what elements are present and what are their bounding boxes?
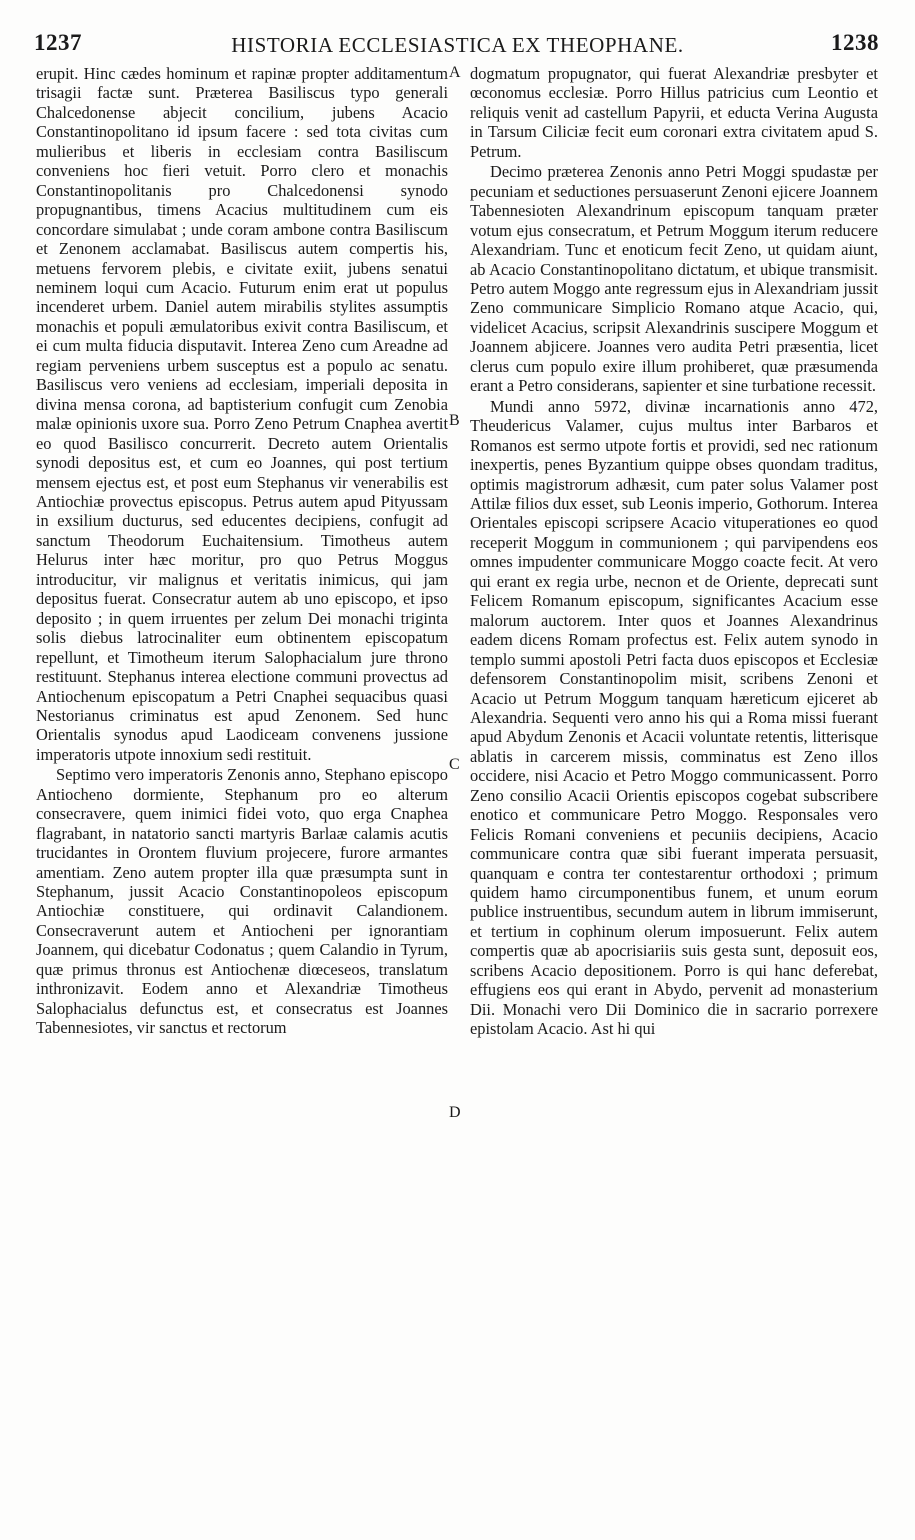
paragraph: Septimo vero imperatoris Zenonis anno, Stephano episcopo Antiocheno dormiente, Stephanum pro eo alterum consecravere, quem inimici fidei voto, quo erga Cnaphea flagrabant, in natatorio sancti martyris Barlaæ calamis acutis trucidantes in Orontem fluvium projecere, furore armantes amentiam. Zeno autem propter illa quæ præsumpta sunt in Stephanum, jussit Acacio Constantinopoleos episcopum Antiochiæ constituere, qui ordinavit Calandionem. Consecraverunt autem et Antiocheni per ignorantiam Joannem, qui dicebatur Codonatus ; quem Calandio in Tyrum, quæ primus thronus est Antiochenæ diœceseos, translatum inthronizavit. Eodem anno et Alexandriæ Timotheus Salophacialus defunctus est, et consecratus est Joannes Tabennesiotes, vir sanctus et rectorum — [36, 765, 448, 1038]
margin-letter-a: A — [449, 64, 461, 81]
right-column — [470, 64, 878, 1039]
left-column — [36, 64, 448, 1038]
margin-letter-c: C — [449, 756, 460, 773]
paragraph: erupit. Hinc cædes hominum et rapinæ propter additamentum trisagii factæ sunt. Præterea Basiliscus typo generali Chalcedonense abjecit concilium, jubens Acacio Constantinopolitano id ipsum facere : sed tota civitas cum mulieribus et liberis in ecclesiam contra Basiliscum conveniens hoc fieri vetuit. Porro clero et monachis Constantinopolitanis pro Chalcedonensi synodo propugnantibus, timens Acacius multitudinem cum eis concordare simulabat ; unde coram ambone contra Basiliscum et Zenonem acclamabat. Basiliscus autem compertis his, metuens fervorem plebis, e civitate exiit, jubens senatui neminem loqui cum Acacio. Futurum enim erat ut populus incenderet urbem. Daniel autem mirabilis stylites assumptis monachis et populi æmulatoribus exivit contra Basiliscum, et ei cum multa fiducia disputavit. Interea Zeno cum Areadne ad regiam perveniens urbem susceptus est a populo ac senatu. Basiliscus vero veniens ad ecclesiam, imperiali deposita in divina mensa corona, ad baptisterium confugit cum Zenobia malæ opinionis uxore sua. Porro Zeno Petrum Cnaphea avertit eo quod Basilisco concurrerit. Decreto autem Orientalis synodi depositus est, et cum eo Joannes, qui post tertium mensem ejectus est, et post eum Stephanus vir venerabilis est Antiochiæ provectus episcopus. Petrus autem apud Pityussam in exsilium ducturus, sed educentes decipiens, confugit ad sanctum Theodorum Euchaitensium. Timotheus autem Helurus inter hæc moritur, pro quo Petrus Moggus introducitur, vir malignus et veritatis inimicus, qui jam depositus fuerat. Consecratur autem ab uno episcopo, et ipso deposito ; in quem irruentes per zelum Dei monachi triginta solis diebus latrocinaliter eum obtinentem episcopatum repellunt, et Timotheum iterum Salophacialum jure throno restituunt. Stephanus interea electione communi provectus ad Antiochenum episcopatum a Petri Cnaphei sequacibus quasi Nestorianus criminatus est apud Zenonem. Sed hunc Orientalis synodus apud Laodiceam convenens jussione imperatoris utpote innoxium sedi restituit. — [36, 64, 448, 764]
paragraph: Mundi anno 5972, divinæ incarnationis anno 472, Theudericus Valamer, cujus multus inter Barbaros et Romanos est sermo utpote fortis et providi, sed nec rationum inexpertis, penes Byzantium quippe obses quondam traditus, optimis magistrorum adhæsit, cum pater solus Valamer post Attilæ filios dux esset, sub Leonis imperio, Gothorum. Interea Orientales episcopi scripsere Acacio vituperationes eo quod receperit Moggum in communionem ; qui parvipendens eos omnes impudenter communicare Moggo coacte fecit. At vero qui erant ex regia urbe, necnon et de Oriente, deprecati sunt Felicem Romanum episcopum, significantes Acacium esse malorum auctorem. Inter quos et Joannes Alexandrinus eadem dicens Romam profectus est. Felix autem synodo in templo summi apostoli Petri facta duos episcopos et Ecclesiæ defensorem Constantinopolim misit, scribens Zenoni et Acacio ut Petrum Moggum tanquam hæreticum ejiceret ab Alexandria. Sequenti vero anno his qui a Roma missi fuerant apud Abydum Zenonis et Acacii voluntate retentis, litterisque ablatis in carcerem missis, comminatus est Zeno illos occidere, nisi Acacio et Petro Moggo communicassent. Porro Zeno consilio Acacii Orientis episcopos cogebat subscribere enotico et communicare Petro Moggo. Responsales vero Felicis Romani conveniens et pecuniis decipiens, Acacio communicare contra quæ sibi fuerant imperata persuasit, quanquam e contra ter contestarentur orthodoxi ; primum quidem hamo circumponentibus funem, et unum eorum publice instruentibus, secundum autem in librum immiserunt, et tertium in cophinum olerum imposuerunt. Felix autem compertis quæ ab apocrisiariis suis gesta sunt, deposuit eos, scribens Acacio depositionem. Porro is qui hanc deferebat, effugiens eos qui erant in Abydo, pervenit ad monasterium Dii. Monachi vero Dii Dominico die in sacrario porrexere epistolam Acacio. Ast hi qui — [470, 396, 878, 1039]
page-number-left: 1237 — [34, 30, 82, 55]
running-title: HISTORIA ECCLESIASTICA EX THEOPHANE. — [231, 33, 684, 57]
paragraph: dogmatum propugnator, qui fuerat Alexandriæ presbyter et œconomus ecclesiæ. Porro Hillus patricius cum Leontio et reliquis venit ad castellum Papyrii, et educta Verina Augusta in Tarsum Ciliciæ fecit eum coronari extra civitatem apud S. Petrum. — [470, 64, 878, 161]
paragraph: Decimo præterea Zenonis anno Petri Moggi spudastæ per pecuniam et seductiones persuaserunt Zenoni ejicere Joannem Tabennesioten Alexandrinum episcopum tanquam præter votum ejus consecratum, et Petrum Moggum iterum reducere Alexandriam. Tunc et enoticum fecit Zeno, ut quidam aiunt, ab Acacio Constantinopolitano dictatum, et ubique transmisit. Petro autem Moggo ante regressum ejus in Alexandriam jussit Zeno communicare Simplicio Romano atque Acacio, qui, videlicet Acacius, scripsit Alexandrinis suscipere Moggum et Joannem abjicere. Joannes vero audita Petri præsentia, licet clerus cum populo exire illum prohiberet, quæ præsumenda erant a Petro considerans, sapienter et sine turbatione recessit. — [470, 162, 878, 396]
margin-letter-d: D — [449, 1104, 461, 1121]
page-number-right: 1238 — [831, 30, 879, 55]
margin-letter-b: B — [449, 412, 460, 429]
running-header — [0, 0, 915, 62]
